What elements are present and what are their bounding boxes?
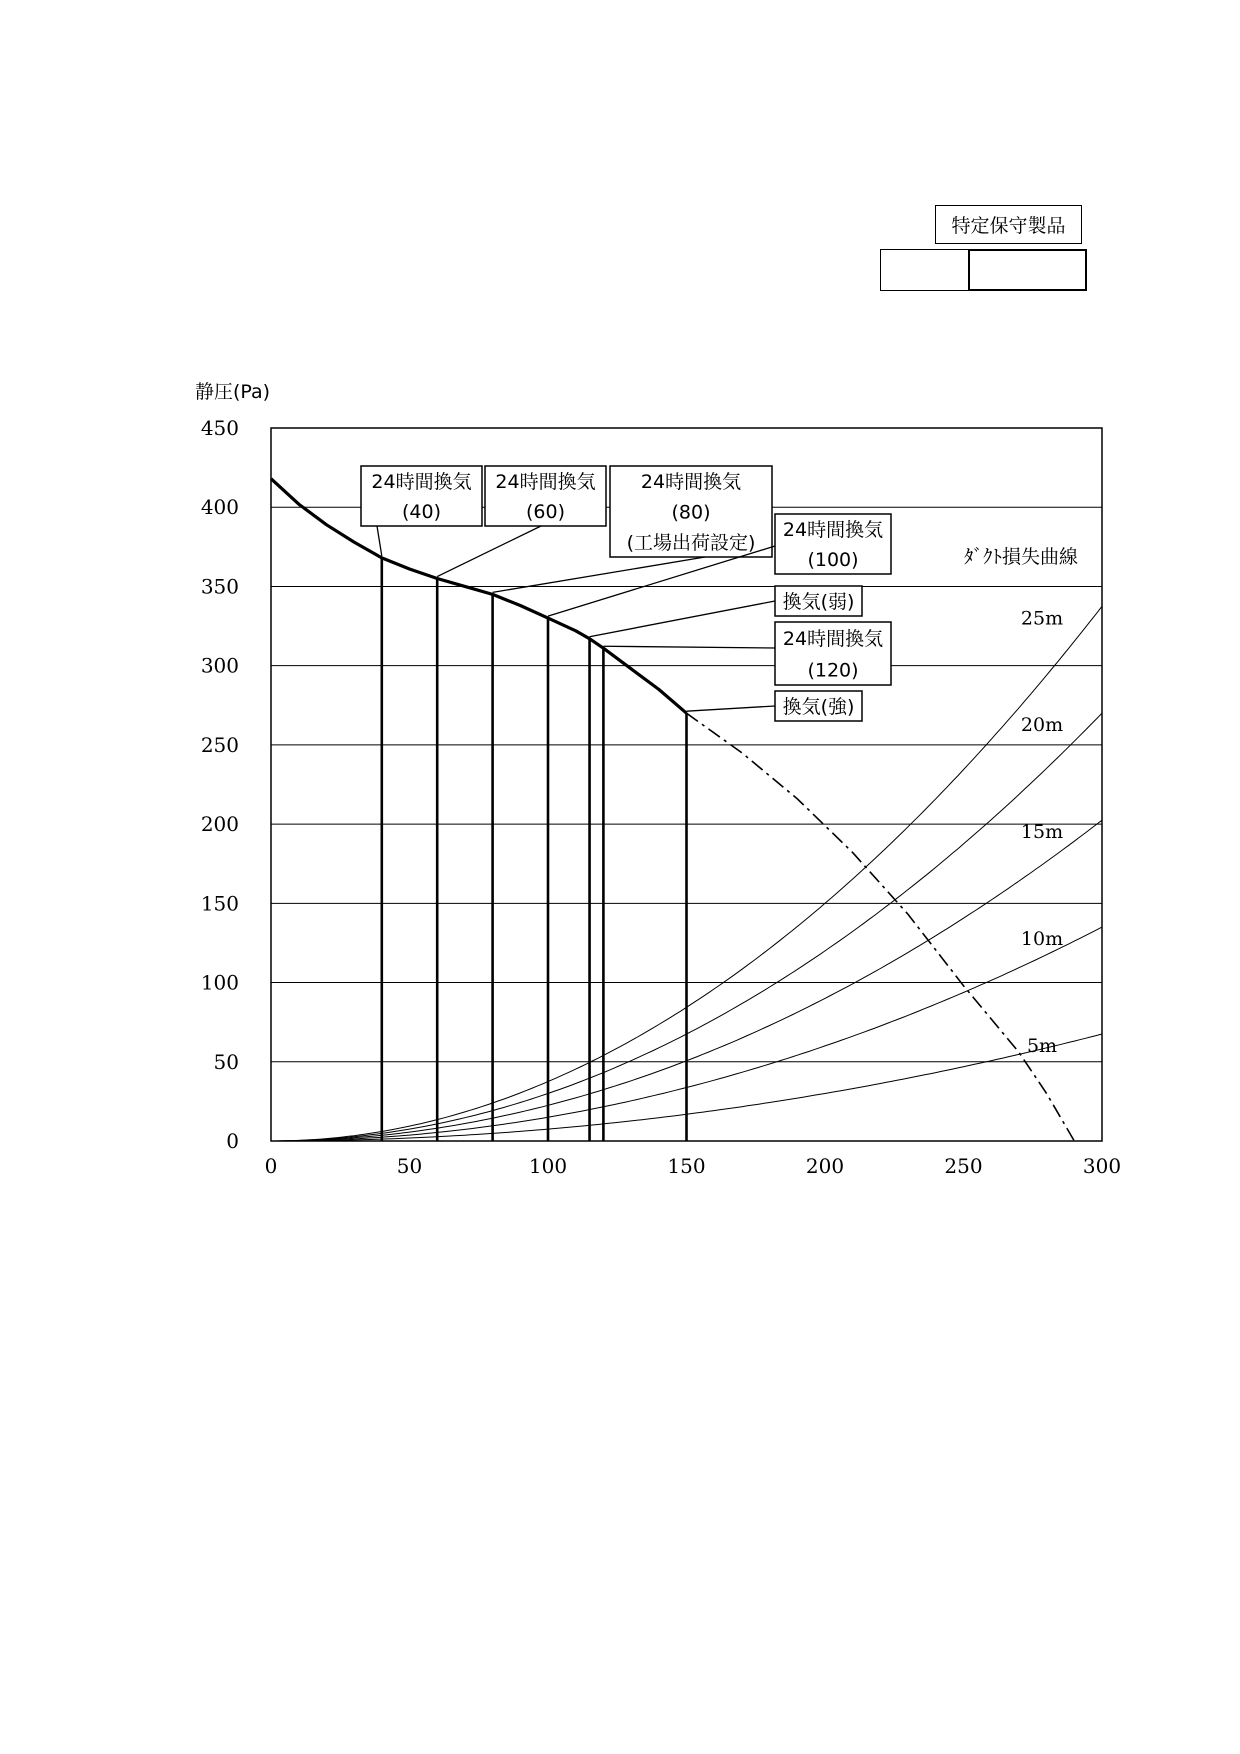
callout-text: 24時間換気 (371, 471, 472, 493)
callout-group (361, 466, 891, 721)
y-tick-label: 300 (200, 653, 239, 678)
callout-leader (603, 646, 775, 648)
callout-leader (590, 601, 775, 637)
y-tick-label: 50 (213, 1049, 239, 1074)
callout-text: 24時間換気 (495, 471, 596, 493)
maintenance-product-badge: 特定保守製品 (935, 205, 1082, 244)
duct-loss-curves-title: ﾀﾞｸﾄ損失曲線 (963, 546, 1078, 568)
callout-text: 換気(弱) (782, 591, 855, 613)
duct-curve-label: 5m (1026, 1035, 1058, 1057)
duct-curve-labels (1021, 607, 1063, 1057)
callout-text: 換気(強) (782, 696, 855, 718)
x-tick-label: 200 (805, 1154, 845, 1178)
callout-text: 24時間換気 (782, 627, 884, 650)
callout-text: (100) (807, 549, 859, 571)
x-tick-labels (265, 1154, 1121, 1178)
callout (361, 466, 482, 556)
callout-text: 24時間換気 (640, 471, 742, 494)
callout-text: (60) (525, 501, 566, 523)
y-tick-label: 150 (200, 891, 239, 916)
y-tick-label: 200 (200, 812, 239, 837)
y-tick-label: 350 (200, 574, 239, 599)
callout-leader (377, 526, 382, 556)
y-tick-label: 400 (200, 495, 239, 520)
callout-leader (493, 557, 705, 592)
callout (603, 622, 891, 685)
callout-text: (工場出荷設定) (626, 531, 756, 554)
x-tick-label: 250 (944, 1154, 983, 1178)
duct-curve-label: 10m (1020, 928, 1064, 951)
callout-leader (437, 526, 541, 577)
y-tick-labels (201, 416, 239, 1153)
x-tick-label: 300 (1082, 1154, 1122, 1178)
duct-curve-label: 15m (1020, 821, 1064, 844)
x-tick-label: 100 (528, 1154, 568, 1178)
extrapolated-fan-curve (687, 713, 1075, 1141)
y-tick-label: 450 (200, 416, 239, 440)
y-tick-label: 250 (200, 732, 239, 757)
y-axis-label: 静圧(Pa) (195, 381, 271, 403)
callout-leader (687, 706, 776, 711)
callout-text: (40) (401, 501, 442, 523)
x-tick-label: 150 (667, 1154, 706, 1178)
callout-text: (80) (671, 501, 711, 524)
callout (687, 691, 863, 721)
x-tick-label: 0 (264, 1154, 278, 1178)
callout-text: 24時間換気 (782, 519, 884, 541)
duct-curve-label: 25m (1020, 607, 1064, 630)
duct-curve-label: 20m (1020, 714, 1064, 737)
operating-point-lines (382, 558, 687, 1141)
callout-text: (120) (807, 659, 859, 682)
x-tick-label: 50 (396, 1154, 423, 1178)
y-tick-label: 100 (200, 970, 239, 995)
y-tick-label: 0 (226, 1129, 239, 1153)
